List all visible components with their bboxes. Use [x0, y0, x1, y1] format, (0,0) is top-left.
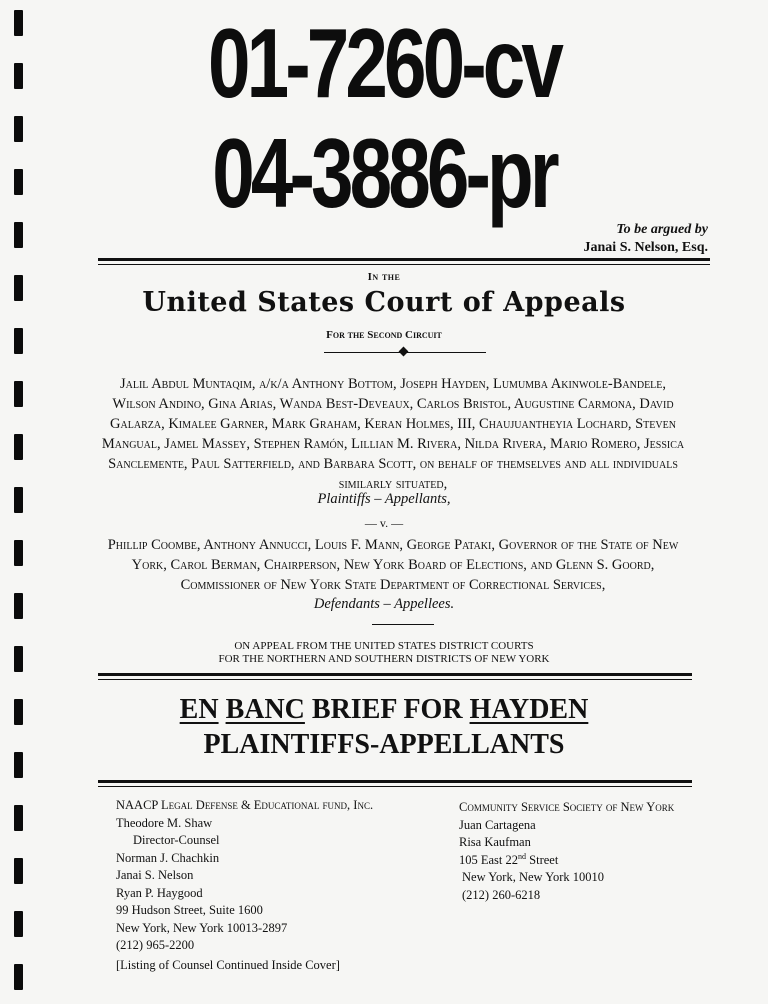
mid-double-rule	[98, 673, 692, 680]
in-the-label: In the	[367, 271, 401, 283]
plaintiffs-list: Jalil Abdul Muntaqim, a/k/a Anthony Bottom, Joseph Hayden, Lumumba Akinwole-Bandele, Wilson Andino, Gina Arias, Wanda Best-Deveaux, Carlos Bristol, Augustine Carmona, David Galarza, Kimalee Garner, Mark Graham, Keran Holmes, III, Chaujuantheyia Lochard, Steven Mangual, Jamel Massey, Stephen Ramón, Lillian M. Rivera, Nilda Rivera, Mario Romero, Jessica Sanclemente, Paul Satterfield, and Barbara Scott, on behalf of themselves and all individuals similarly situated,	[101, 376, 685, 492]
plaintiffs-role: Plaintiffs – Appellants,	[317, 491, 451, 507]
diamond-divider	[324, 352, 486, 353]
bottom-double-rule	[98, 780, 692, 787]
top-double-rule	[98, 258, 710, 265]
counsel-left-line: Theodore M. Shaw	[116, 815, 213, 830]
case-number-civil: 01-7260-cv	[207, 8, 560, 118]
counsel-right-org: Community Service Society of New York	[459, 800, 675, 814]
counsel-left-line: 99 Hudson Street, Suite 1600	[116, 903, 263, 917]
counsel-right-line: Juan Cartagena	[459, 817, 536, 832]
street-name: Street	[526, 852, 559, 867]
counsel-left	[116, 797, 373, 955]
counsel-right-city: New York, New York 10010	[462, 870, 605, 884]
defendants-list: Phillip Coombe, Anthony Annucci, Louis F. Mann, George Pataki, Governor of the State of New York, Carol Berman, Chairperson, New York Board of Elections, and Glenn S. Goord, Commissioner of New York State Department of Correctional Services,	[107, 537, 679, 593]
counsel-left-org: NAACP Legal Defense & Educational fund, Inc.	[116, 798, 374, 812]
brief-word-banc: BANC	[225, 694, 305, 725]
short-divider	[372, 624, 434, 625]
appeal-line-2: FOR THE NORTHERN AND SOUTHERN DISTRICTS OF NEW YORK	[218, 653, 550, 665]
counsel-right	[459, 799, 674, 904]
counsel-right-street	[459, 852, 674, 870]
counsel-left-line: Janai S. Nelson	[116, 868, 194, 882]
argued-by	[584, 221, 708, 257]
counsel-right-phone: (212) 260-6218	[462, 887, 541, 902]
diamond-icon	[399, 347, 409, 357]
counsel-left-line: (212) 965-2200	[116, 938, 195, 952]
brief-word-en: EN	[179, 694, 219, 725]
defendants-role: Defendants – Appellees.	[313, 596, 455, 612]
versus-label: — v. —	[364, 516, 404, 530]
counsel-left-line: New York, New York 10013-2897	[116, 920, 288, 935]
brief-title-line-2: PLAINTIFFS-APPELLANTS	[203, 729, 565, 760]
argued-by-name: Janai S. Nelson, Esq.	[583, 240, 708, 255]
counsel-left-line: Ryan P. Haygood	[116, 885, 203, 900]
circuit-label: For the Second Circuit	[326, 329, 442, 341]
counsel-left-line: Director-Counsel	[133, 833, 220, 847]
argued-by-label: To be argued by	[616, 222, 708, 237]
appeal-line-1: ON APPEAL FROM THE UNITED STATES DISTRICT COURTS	[234, 640, 534, 652]
case-number-prisoner: 04-3886-pr	[212, 118, 556, 228]
continued-note: [Listing of Counsel Continued Inside Cover]	[116, 958, 340, 972]
brief-word-brief-for: BRIEF FOR	[311, 694, 463, 725]
counsel-right-line: Risa Kaufman	[459, 835, 531, 849]
brief-title-line-1	[0, 693, 768, 727]
street-suffix: nd	[518, 851, 527, 861]
street-number: 105 East 22	[459, 852, 519, 867]
court-name: United States Court of Appeals	[142, 287, 626, 318]
brief-word-hayden: HAYDEN	[469, 694, 589, 725]
counsel-left-line: Norman J. Chachkin	[116, 850, 220, 865]
